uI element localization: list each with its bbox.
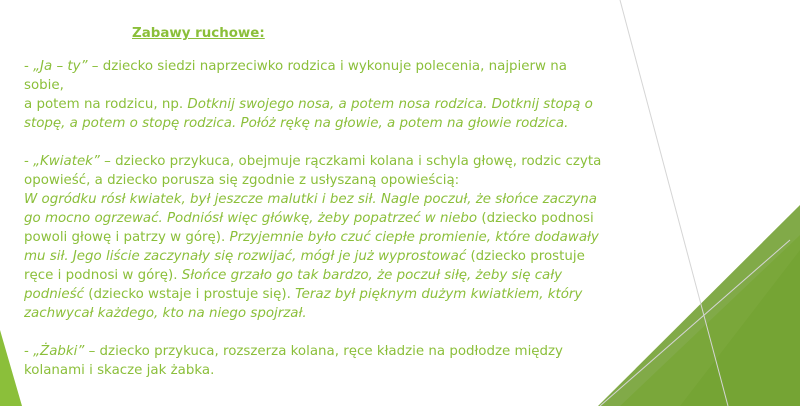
text-run: - <box>24 59 34 74</box>
sections-container <box>24 57 604 380</box>
text-run: a potem na rodzicu, np. <box>24 97 188 112</box>
section-paragraph <box>24 152 604 323</box>
italic-text: „Ja – ty” <box>33 59 88 74</box>
text-run: - <box>24 344 34 359</box>
section-paragraph <box>24 342 604 380</box>
slide-title: Zabawy ruchowe: <box>132 26 265 41</box>
left-green-triangle <box>0 330 22 406</box>
text-run: – dziecko siedzi naprzeciwko rodzica i wykonuje polecenia, najpierw na sobie, <box>24 59 567 93</box>
italic-text: Słońce grzało go tak bardzo, że poczuł siłę, żeby się cały podnieść <box>24 268 563 302</box>
text-run: – dziecko przykuca, rozszerza kolana, ręce kładzie na podłodze między kolanami i skacze jak żabka. <box>24 344 563 378</box>
section-paragraph <box>24 57 604 133</box>
italic-text: „Kwiatek” <box>33 154 100 169</box>
text-run: (dziecko wstaje i prostuje się). <box>83 287 296 302</box>
slide-content <box>24 24 604 380</box>
italic-text: W ogródku rósł kwiatek, był jeszcze malutki i bez sił. Nagle poczuł, że słońce zaczyna go mocno ogrzewać. Podniósł więc główkę, żeby popatrzeć w niebo <box>24 192 597 226</box>
text-run: - <box>24 154 34 169</box>
italic-text: Teraz był pięknym dużym kwiatkiem, który zachwycał każdego, kto na niego spojrzał. <box>24 287 583 321</box>
italic-text: „Żabki” <box>33 344 85 359</box>
text-run: (dziecko prostuje ręce i podnosi w górę). <box>24 249 585 283</box>
italic-text: Przyjemnie było czuć ciepłe promienie, które dodawały mu sił. Jego liście zaczynały się rozwijać, mógł je już wyprostować <box>24 230 599 264</box>
right-dark-triangle <box>598 205 800 406</box>
text-run: (dziecko podnosi powoli głowę i patrzy w górę). <box>24 211 594 245</box>
italic-text: Dotknij swojego nosa, a potem nosa rodzica. Dotknij stopą o stopę, a potem o stopę rodzica. Połóż rękę na głowie, a potem na głowie rodzica. <box>24 97 593 131</box>
text-run: – dziecko przykuca, obejmuje rączkami kolana i schyla głowę, rodzic czyta opowieść, a dziecko porusza się zgodnie z usłyszaną opowieścią: <box>24 154 602 188</box>
